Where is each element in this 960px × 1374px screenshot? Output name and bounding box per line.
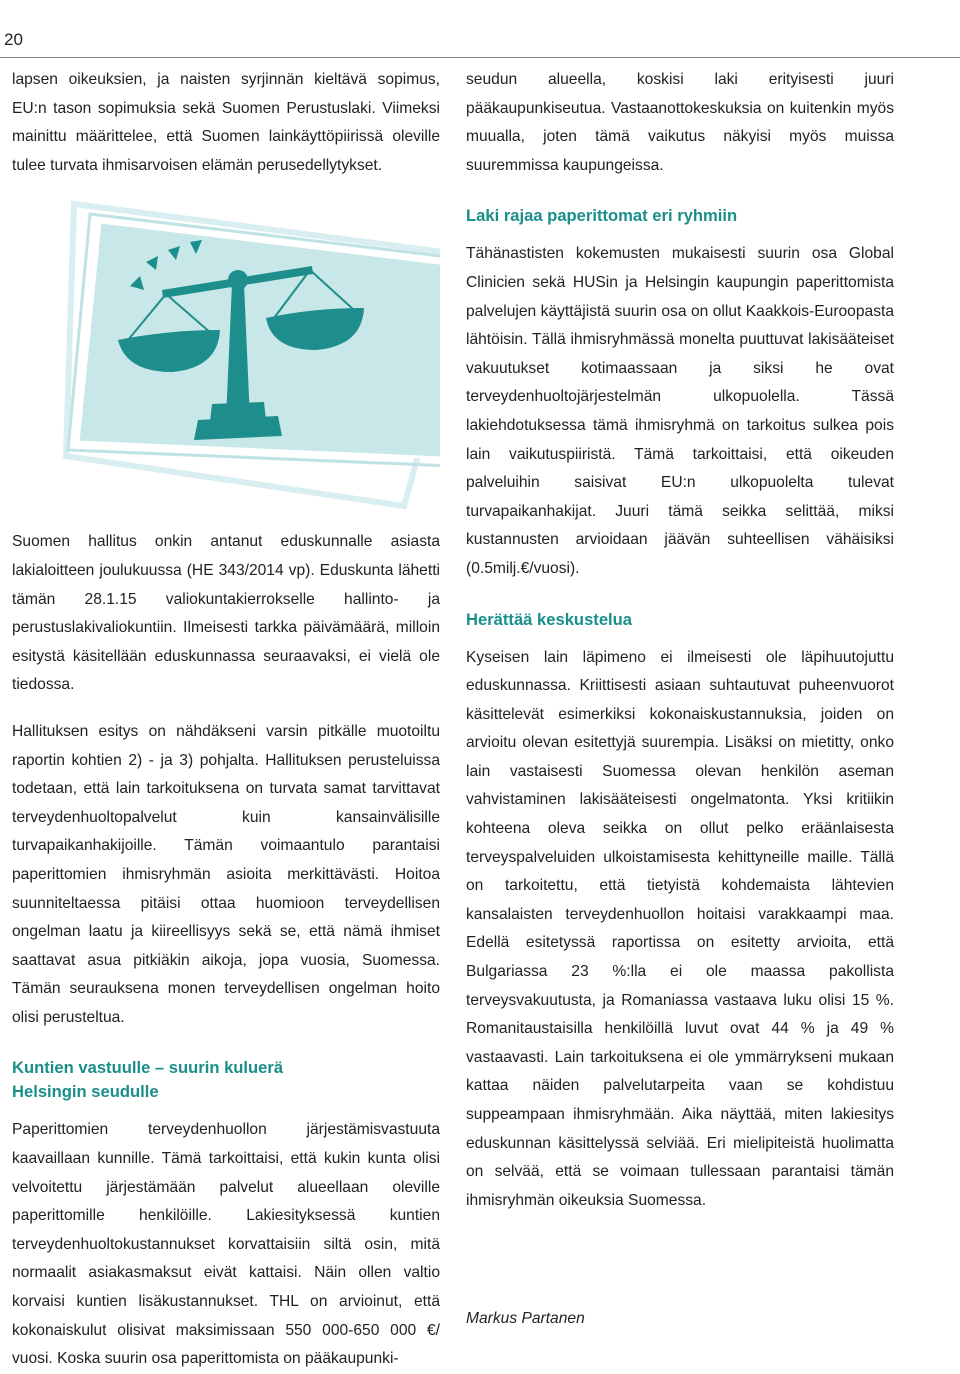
scales-figure <box>12 200 440 516</box>
section-heading-laki-rajaa: Laki rajaa paperittomat eri ryhmiin <box>466 206 738 226</box>
section-heading-herattaa-keskustelua: Herättää keskustelua <box>466 609 633 629</box>
left-column <box>12 66 440 1374</box>
right-paragraph-1: seudun alueella, koskisi laki erityisesti juuri pääkaupunkiseutua. Vastaanottokeskuksia on kuitenkin myös muualla, joten tämä vaikutus näkyisi myös muissa suuremmissa kaupungeissa. <box>466 71 894 174</box>
left-paragraph-2: Suomen hallitus onkin antanut eduskunnalle asiasta lakialoitteen joulukuussa (HE 343/2014 vp). Eduskunta lähetti tämän 28.1.15 valiokuntakierrokselle hallinto- ja perustuslakivaliokuntiin. Ilmeisesti tarkka päivämäärä, milloin esitystä käsitellään eduskunnassa seuraavaksi, ei vielä ole tiedossa. <box>12 533 440 694</box>
left-paragraph-3: Hallituksen esitys on nähdäkseni varsin pitkälle muotoiltu raportin kohtien 2) - ja 3) pohjalta. Hallituksen perusteluissa todetaan, että lain tarkoituksena on turvata samat tarvittavat terveydenhuoltopalvelut kuin kansainvälisille turvapaikanhakijoille. Tämän voimaantulo parantaisi paperittomien ihmisryhmän asioita merkittävästi. Hoitoa suunniteltaessa pitäisi ottaa huomioon terveydellisen ongelman laatu ja kiireellisyys sekä se, että nämä ihmiset saattavat asua pitkiäkin aikoja, jopa vuosia, Suomessa. Tämän seurauksena monen terveydellisen ongelman hoito olisi perusteltua. <box>12 722 440 1026</box>
scales-of-justice-icon <box>12 200 440 516</box>
heading-line-1: Kuntien vastuulle – suurin kuluerä <box>12 1058 284 1078</box>
section-heading-kuntien-vastuulle <box>12 1056 440 1104</box>
left-paragraph-1: lapsen oikeuksien, ja naisten syrjinnän kieltävä sopimus, EU:n tason sopimuksia sekä Suomen Perustuslaki. Viimeksi mainittu määrittelee, että Suomen lainkäyttöpiirissä oleville tulee turvata ihmisarvoisen elämän perusedellytykset. <box>12 71 440 174</box>
header-rule <box>0 57 960 58</box>
right-paragraph-2: Tähänastisten kokemusten mukaisesti suurin osa Global Clinicien sekä HUSin ja Helsingin kaupungin paperittomista palvelujen käyttäjistä suurin osa on ollut Kaakkois-Euroopasta lähtöisin. Tällä ihmisryhmässä monelta puuttuvat lakisääteiset vakuutukset kotimaassaan ja siksi he ovat terveydenhuoltojärjestelmän ulkopuolella. Tässä lakiehdotuksessa tämä ihmisryhmä on tarkoitus sulkea pois lain vaikutuspiiristä. Tämä tarkoittaisi, että oikeuden palveluihin saisivat EU:n ulkopuolelta tulevat turvapaikanhakijat. Juuri tämä seikka selittää, miksi kustannusten arvioidaan jäävän suhteellisen vähäisiksi (0.5milj.€/vuosi). <box>466 245 894 577</box>
heading-line-2: Helsingin seudulle <box>12 1082 159 1102</box>
page-number: 20 <box>4 30 23 49</box>
right-paragraph-3: Kyseisen lain läpimeno ei ilmeisesti ole läpihuutojuttu eduskunnassa. Kriittisesti asiaan suhtautuvat puheenvuorot käsittelevät esimerkiksi kokonaiskustannuksia, joiden on arvioitu olevan esitettyjä suurempia. Lisäksi on mietitty, onko lain vastaisesti Suomessa olevan henkilön aseman vahvistaminen lakisääteisesti ongelmatonta. Yksi kritiikin kohteena oleva seikka on ollut pelko eräänlaisesta terveyspalveluiden ulkoistamisesta kehittyneille maille. Tällä on tarkoitettu, että tietyistä kohdemaista lähtevien kansalaisten terveydenhuollon hoitaisi varakkaampi maa. Edellä esitetyssä raportissa on esitetty arvioita, että Bulgariassa 23 %:lla ei ole maassa pakollista terveysvakuutusta, ja Romaniassa vastaava luku olisi 15 %. Romanitaustaisilla henkilöillä luvut ovat 44 % ja 49 % vastaavasti. Lain tarkoituksena ei ole ymmärrykseni mukaan kattaa näiden palvelutarpeita vaan se kohdistuu suppeampaan ihmisryhmään. Aika näyttää, miten lakiesitys eduskunnan käsittelyssä selviää. Eri mielipiteistä huolimatta on selvää, että se voimaan tullessaan parantaisi tämän ihmisryhmän oikeuksia Suomessa. <box>466 648 894 1209</box>
author-signature: Markus Partanen <box>466 1310 585 1328</box>
left-paragraph-4: Paperittomien terveydenhuollon järjestämisvastuuta kaavaillaan kunnille. Tämä tarkoittaisi, että kukin kunta olisi velvoitettu järjestämään palvelut alueellaan oleville paperittomille henkilöille. Lakiesityksessä kuntien terveydenhuoltokustannukset korvattaisiin siltä osin, mitä normaalit asiakasmaksut eivät kattaisi. Näin ollen valtio korvaisi kuntien lisäkustannukset. THL on arvioinut, että kokonaiskulut olisivat maksimissaan 550 000-650 000 €/ vuosi. Koska suurin osa paperittomista on pääkaupunki- <box>12 1121 440 1368</box>
right-column <box>466 66 894 1331</box>
